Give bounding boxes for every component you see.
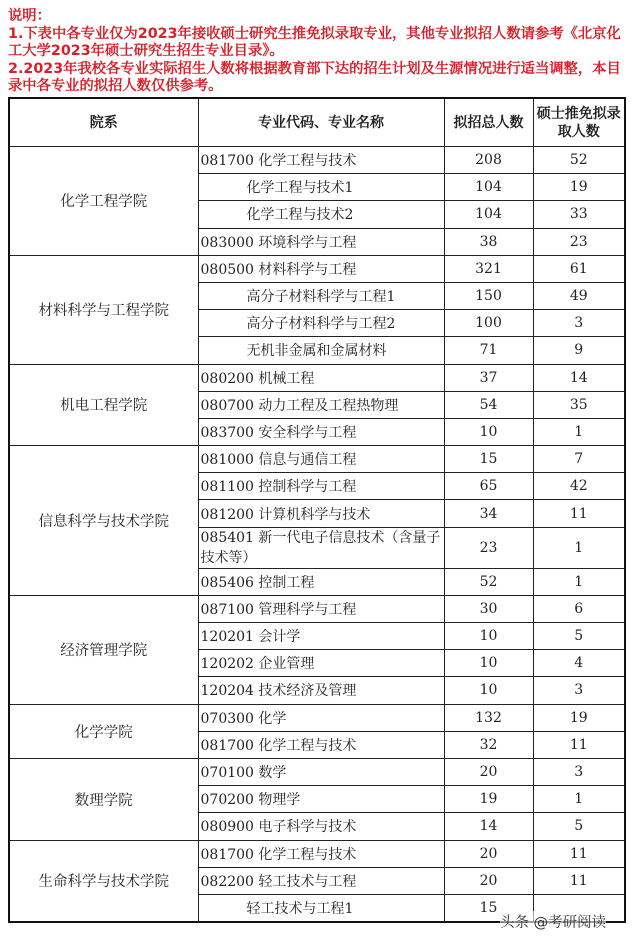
major-cell: 081200 计算机科学与技术 — [198, 500, 444, 527]
dept-cell: 数理学院 — [9, 758, 198, 840]
recommended-cell: 6 — [533, 595, 625, 622]
recommended-cell: 1 — [533, 527, 625, 568]
recommended-cell: 19 — [533, 174, 625, 201]
major-cell: 轻工技术与工程1 — [198, 894, 444, 922]
major-cell: 080900 电子科学与技术 — [198, 813, 444, 840]
recommended-cell: 11 — [533, 867, 625, 894]
major-cell: 080500 材料科学与工程 — [198, 255, 444, 282]
major-cell: 085406 控制工程 — [198, 568, 444, 595]
header-major: 专业代码、专业名称 — [198, 98, 444, 147]
recommended-cell: 49 — [533, 282, 625, 309]
header-dept: 院系 — [9, 98, 198, 147]
dept-cell: 化学学院 — [9, 704, 198, 758]
notes — [8, 8, 628, 96]
major-cell: 070200 物理学 — [198, 786, 444, 813]
note-2: 2.2023年我校各专业实际招生人数将根据教育部下达的招生计划及生源情况进行适当调整，本目录中各专业的拟招人数仅供参考。 — [8, 60, 621, 94]
major-cell: 083700 安全科学与工程 — [198, 418, 444, 445]
total-cell: 38 — [444, 228, 533, 255]
table-row — [9, 255, 625, 282]
major-cell: 081100 控制科学与工程 — [198, 473, 444, 500]
recommended-cell: 11 — [533, 731, 625, 758]
major-cell: 化学工程与技术2 — [198, 201, 444, 228]
dept-cell: 经济管理学院 — [9, 595, 198, 704]
table-row — [9, 704, 625, 731]
major-cell: 083000 环境科学与工程 — [198, 228, 444, 255]
total-cell: 20 — [444, 867, 533, 894]
total-cell: 15 — [444, 446, 533, 473]
major-cell: 081000 信息与通信工程 — [198, 446, 444, 473]
total-cell: 104 — [444, 174, 533, 201]
major-cell: 085401 新一代电子信息技术（含量子技术等） — [198, 527, 444, 568]
dept-cell: 机电工程学院 — [9, 364, 198, 446]
total-cell: 20 — [444, 758, 533, 785]
total-cell: 71 — [444, 337, 533, 364]
recommended-cell: 19 — [533, 704, 625, 731]
table-row — [9, 595, 625, 622]
major-cell: 080200 机械工程 — [198, 364, 444, 391]
recommended-cell: 5 — [533, 813, 625, 840]
total-cell: 15 — [444, 894, 533, 922]
table-row — [9, 446, 625, 473]
dept-cell: 生命科学与技术学院 — [9, 840, 198, 922]
major-cell: 120201 会计学 — [198, 623, 444, 650]
recommended-cell: 3 — [533, 758, 625, 785]
total-cell: 10 — [444, 650, 533, 677]
major-cell: 无机非金属和金属材料 — [198, 337, 444, 364]
major-cell: 070300 化学 — [198, 704, 444, 731]
major-cell: 081700 化学工程与技术 — [198, 840, 444, 867]
total-cell: 10 — [444, 623, 533, 650]
total-cell: 10 — [444, 677, 533, 704]
dept-cell: 材料科学与工程学院 — [9, 255, 198, 364]
major-cell: 087100 管理科学与工程 — [198, 595, 444, 622]
total-cell: 150 — [444, 282, 533, 309]
recommended-cell: 3 — [533, 677, 625, 704]
total-cell: 37 — [444, 364, 533, 391]
header-row — [9, 98, 625, 147]
enrollment-table — [8, 97, 626, 923]
total-cell: 104 — [444, 201, 533, 228]
notes-title: 说明： — [8, 8, 51, 24]
recommended-cell: 61 — [533, 255, 625, 282]
total-cell: 52 — [444, 568, 533, 595]
recommended-cell: 52 — [533, 147, 625, 174]
recommended-cell: 35 — [533, 391, 625, 418]
total-cell: 30 — [444, 595, 533, 622]
recommended-cell: 1 — [533, 786, 625, 813]
recommended-cell: 9 — [533, 337, 625, 364]
recommended-cell: 4 — [533, 650, 625, 677]
table-row — [9, 840, 625, 867]
recommended-cell: 11 — [533, 500, 625, 527]
dept-cell: 信息科学与技术学院 — [9, 446, 198, 596]
recommended-cell: 1 — [533, 418, 625, 445]
recommended-cell: 14 — [533, 364, 625, 391]
header-total: 拟招总人数 — [444, 98, 533, 147]
recommended-cell: 1 — [533, 568, 625, 595]
major-cell: 120204 技术经济及管理 — [198, 677, 444, 704]
major-cell: 082200 轻工技术与工程 — [198, 867, 444, 894]
major-cell: 高分子材料科学与工程2 — [198, 310, 444, 337]
recommended-cell: 11 — [533, 840, 625, 867]
total-cell: 54 — [444, 391, 533, 418]
recommended-cell: 33 — [533, 201, 625, 228]
total-cell: 32 — [444, 731, 533, 758]
note-1: 1.下表中各专业仅为2023年接收硕士研究生推免拟录取专业，其他专业拟招人数请参考《北京化工大学2023年硕士研究生招生专业目录》。 — [8, 25, 621, 59]
major-cell: 081700 化学工程与技术 — [198, 731, 444, 758]
total-cell: 19 — [444, 786, 533, 813]
major-cell: 化学工程与技术1 — [198, 174, 444, 201]
table-row — [9, 364, 625, 391]
total-cell: 10 — [444, 418, 533, 445]
major-cell: 高分子材料科学与工程1 — [198, 282, 444, 309]
total-cell: 65 — [444, 473, 533, 500]
table-row — [9, 758, 625, 785]
major-cell: 081700 化学工程与技术 — [198, 147, 444, 174]
table-body — [9, 147, 625, 923]
total-cell: 132 — [444, 704, 533, 731]
recommended-cell: 3 — [533, 310, 625, 337]
total-cell: 208 — [444, 147, 533, 174]
dept-cell: 化学工程学院 — [9, 147, 198, 256]
recommended-cell: 7 — [533, 446, 625, 473]
total-cell: 34 — [444, 500, 533, 527]
recommended-cell: 5 — [533, 623, 625, 650]
major-cell: 070100 数学 — [198, 758, 444, 785]
major-cell: 120202 企业管理 — [198, 650, 444, 677]
watermark: 头条 @考研阅读 — [500, 911, 606, 932]
total-cell: 23 — [444, 527, 533, 568]
recommended-cell: 42 — [533, 473, 625, 500]
total-cell: 20 — [444, 840, 533, 867]
total-cell: 100 — [444, 310, 533, 337]
total-cell: 321 — [444, 255, 533, 282]
recommended-cell: 23 — [533, 228, 625, 255]
total-cell: 14 — [444, 813, 533, 840]
header-recommended: 硕士推免拟录取人数 — [533, 98, 625, 147]
major-cell: 080700 动力工程及工程热物理 — [198, 391, 444, 418]
table-row — [9, 147, 625, 174]
